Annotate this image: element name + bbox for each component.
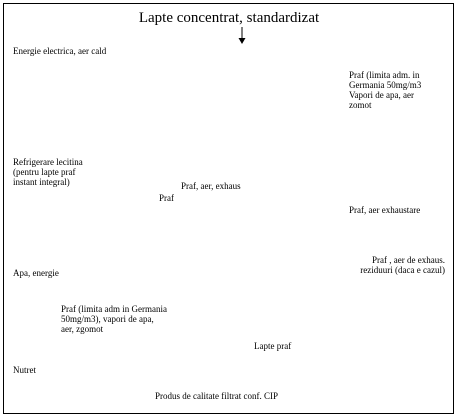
label-nutret: Nutret [13, 365, 36, 375]
label-praf: Praf [159, 193, 174, 203]
label-line: Praf (limita adm in Germania [61, 304, 167, 314]
label-line: Refrigerare lecitina [13, 157, 83, 167]
label-praf-aer-exhaustare: Praf, aer exhaustare [349, 205, 421, 215]
diagram-title: Lapte concentrat, standardizat [138, 10, 320, 26]
label-line: Vapori de apa, aer [349, 90, 414, 100]
label-praf-limita-germania-2 [61, 304, 167, 334]
label-produs-filtrat-cip: Produs de calitate filtrat conf. CIP [155, 391, 278, 401]
label-line: reziduuri (daca e cazul) [360, 265, 445, 275]
label-praf-reziduuri [325, 255, 445, 275]
label-energie-electrica: Energie electrica, aer cald [13, 46, 107, 56]
label-apa-energie: Apa, energie [13, 268, 59, 278]
label-line: Praf (limita adm. in [349, 70, 420, 80]
label-line: zomot [349, 100, 372, 110]
label-refrigerare-lecitina [13, 157, 83, 187]
down-arrow-icon [236, 27, 248, 45]
label-praf-aer-exhaus: Praf, aer, exhaus [181, 181, 241, 191]
label-lapte-praf: Lapte praf [254, 341, 292, 351]
label-line: aer, zgomot [61, 324, 104, 334]
label-praf-limita-germania-1 [349, 70, 421, 110]
label-line: instant integral) [13, 177, 70, 187]
label-line: 50mg/m3), vapori de apa, [61, 314, 154, 324]
label-line: Praf , aer de exhaus. [372, 255, 445, 265]
label-line: Germania 50mg/m3 [349, 80, 422, 90]
label-line: (pentru lapte praf [13, 167, 76, 177]
